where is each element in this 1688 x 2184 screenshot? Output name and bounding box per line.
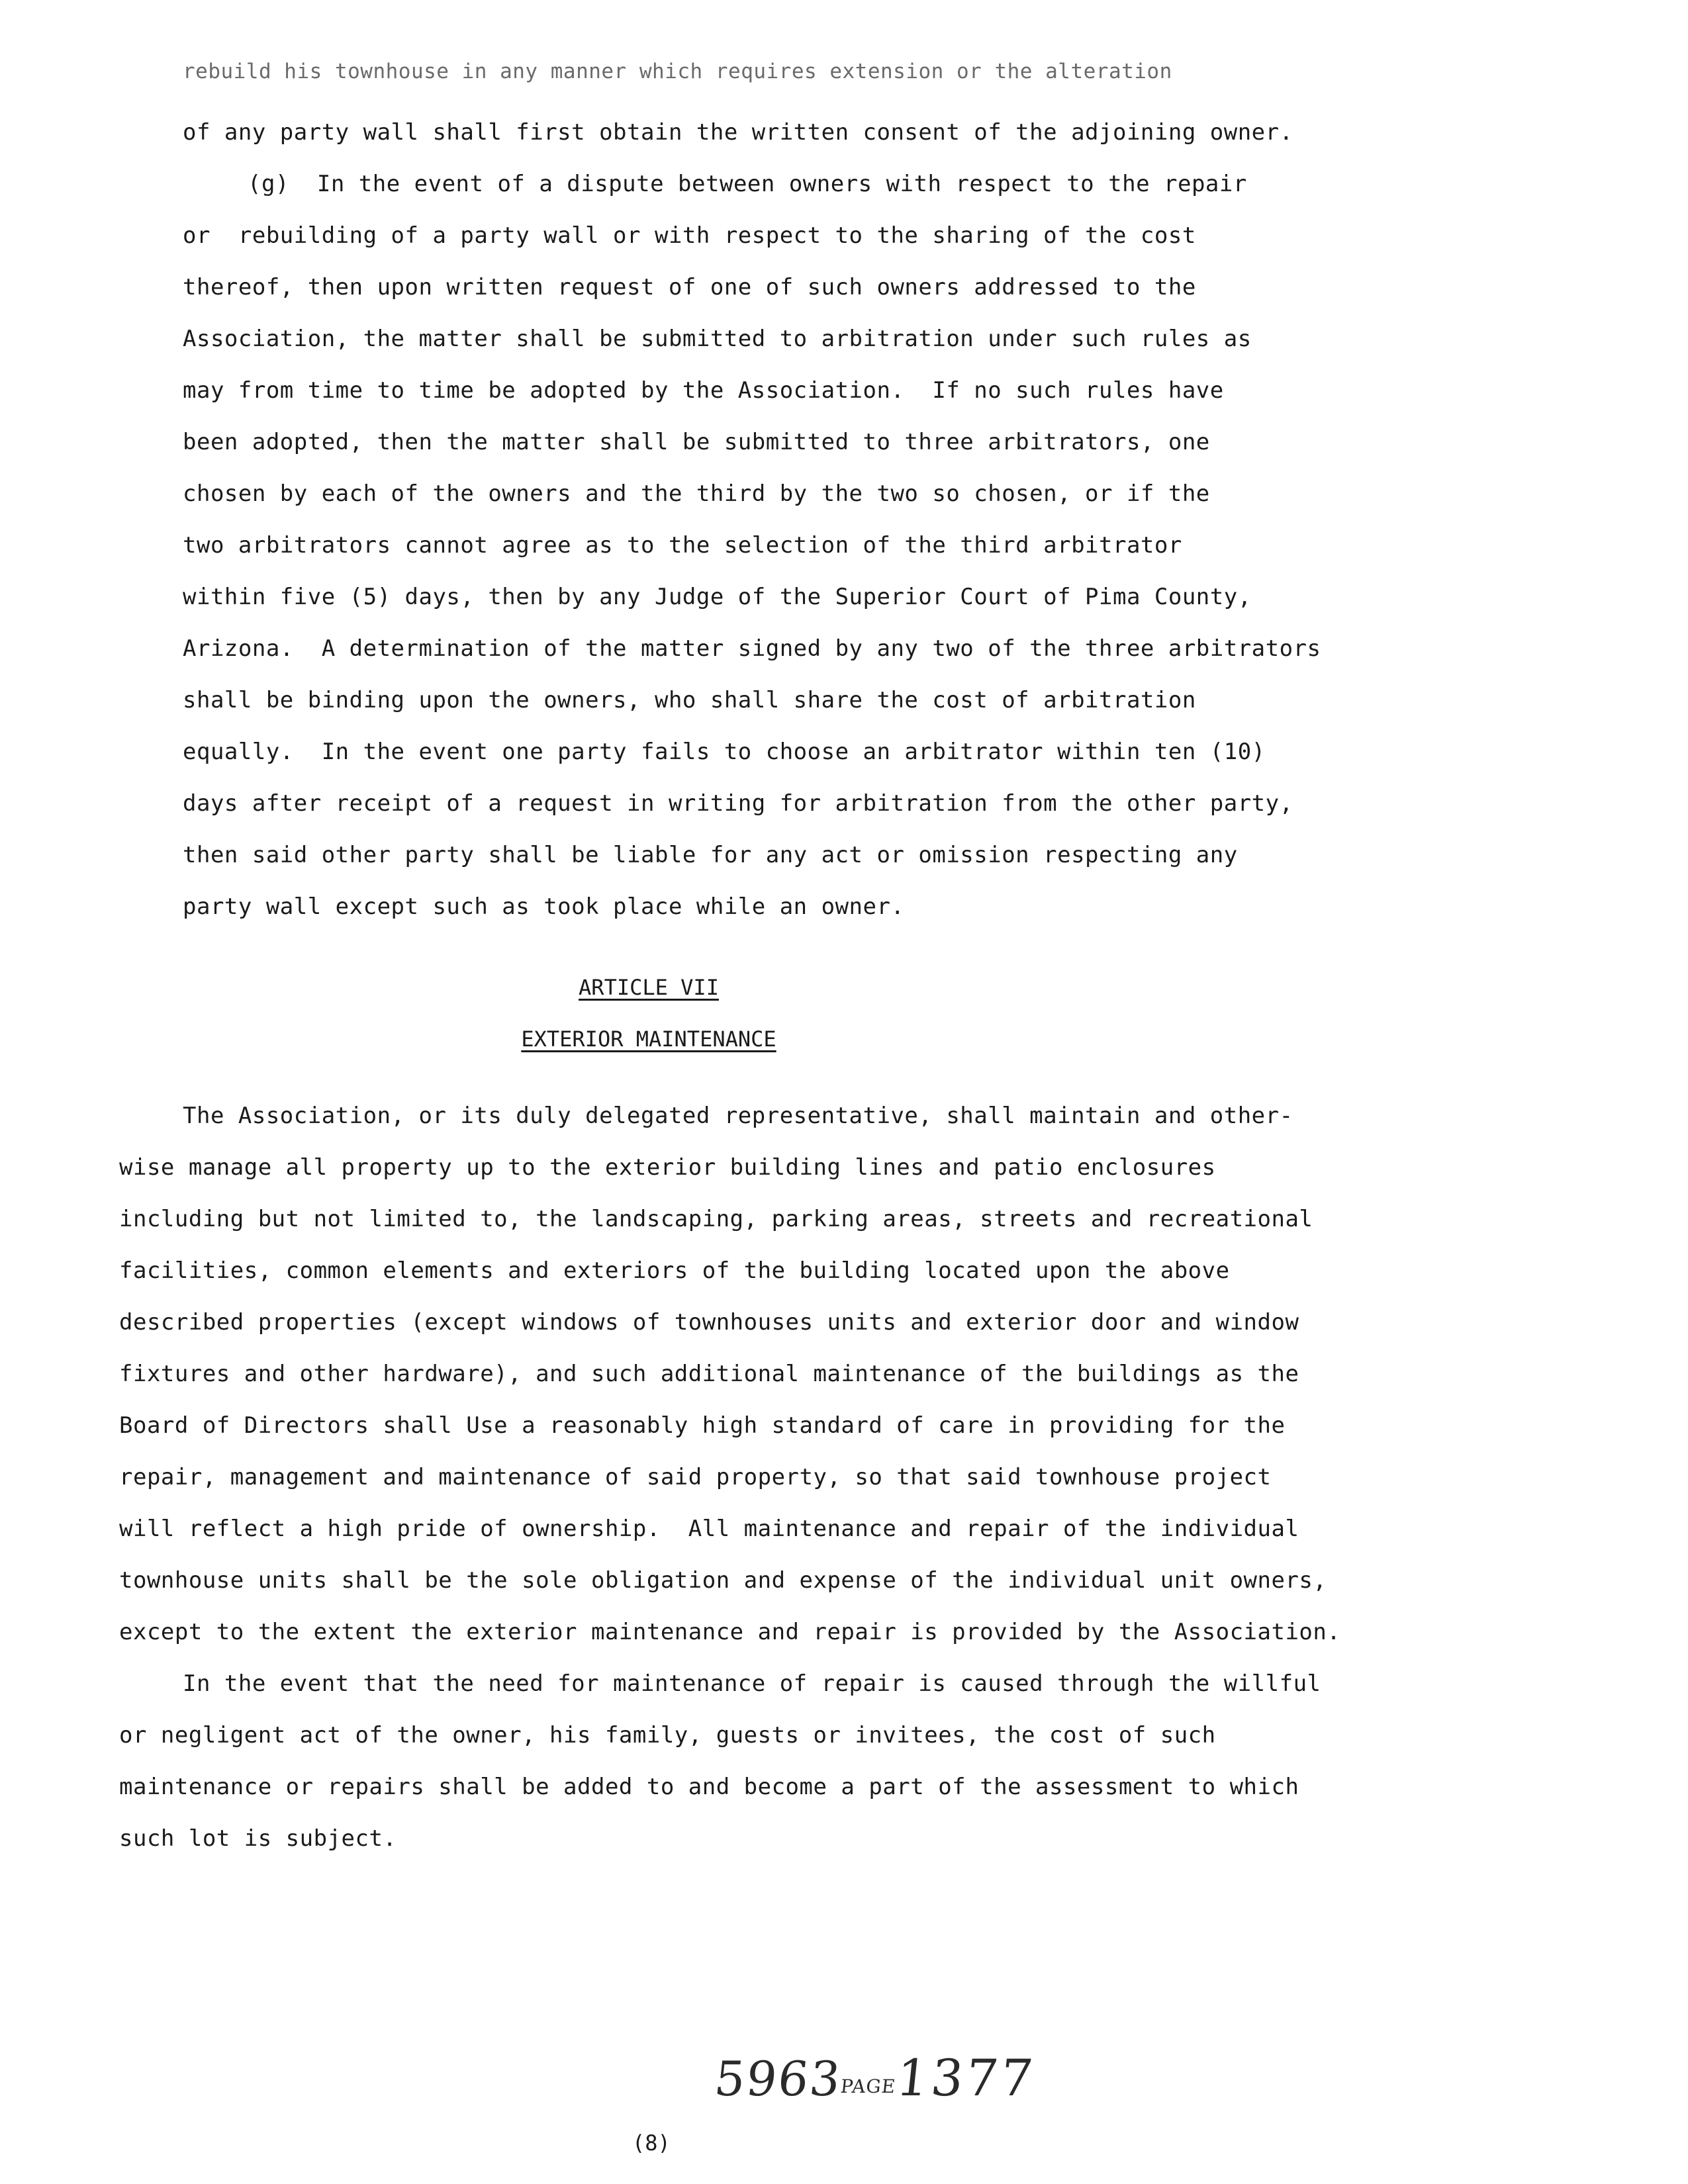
text-line: (g) In the event of a dispute between owners with respect to the repair bbox=[248, 171, 1247, 197]
text-line: except to the extent the exterior maintenance and repair is provided by the Association. bbox=[119, 1619, 1341, 1645]
text-line: party wall except such as took place while an owner. bbox=[183, 893, 905, 920]
text-line: shall be binding upon the owners, who shall share the cost of arbitration bbox=[183, 687, 1196, 713]
text-line: within five (5) days, then by any Judge of the Superior Court of Pima County, bbox=[183, 584, 1252, 610]
text-line: including but not limited to, the landscaping, parking areas, streets and recreational bbox=[119, 1206, 1313, 1232]
stamp-page-number: 1377 bbox=[893, 2048, 1039, 2107]
text-line: will reflect a high pride of ownership. All maintenance and repair of the individual bbox=[119, 1516, 1299, 1542]
stamp-page-label: PAGE bbox=[839, 2075, 897, 2097]
text-line: described properties (except windows of townhouses units and exterior door and window bbox=[119, 1309, 1299, 1336]
text-line: fixtures and other hardware), and such additional maintenance of the buildings as the bbox=[119, 1361, 1299, 1387]
text-line: townhouse units shall be the sole obligation and expense of the individual unit owners, bbox=[119, 1567, 1327, 1594]
text-line: maintenance or repairs shall be added to and become a part of the assessment to which bbox=[119, 1774, 1299, 1800]
text-line: Board of Directors shall Use a reasonably high standard of care in providing for the bbox=[119, 1412, 1286, 1439]
text-line: facilities, common elements and exteriors of the building located upon the above bbox=[119, 1257, 1230, 1284]
text-line: or negligent act of the owner, his family, guests or invitees, the cost of such bbox=[119, 1722, 1216, 1749]
text-line: In the event that the need for maintenance of repair is caused through the willful bbox=[183, 1670, 1321, 1697]
text-line: chosen by each of the owners and the third by the two so chosen, or if the bbox=[183, 480, 1210, 507]
text-line: days after receipt of a request in writing for arbitration from the other party, bbox=[183, 790, 1293, 817]
page-number: (8) bbox=[632, 2130, 671, 2156]
text-line: Association, the matter shall be submitted to arbitration under such rules as bbox=[183, 326, 1252, 352]
text-line: then said other party shall be liable for any act or omission respecting any bbox=[183, 842, 1238, 868]
recording-stamp bbox=[712, 2048, 1038, 2107]
text-line: may from time to time be adopted by the Association. If no such rules have bbox=[183, 377, 1224, 404]
text-line: such lot is subject. bbox=[119, 1825, 397, 1852]
text-line: of any party wall shall first obtain the written consent of the adjoining owner. bbox=[183, 119, 1293, 146]
text-line: wise manage all property up to the exterior building lines and patio enclosures bbox=[119, 1154, 1216, 1181]
article-number: ARTICLE VII bbox=[579, 975, 719, 1000]
text-line: or rebuilding of a party wall or with respect to the sharing of the cost bbox=[183, 222, 1196, 249]
text-line: repair, management and maintenance of said property, so that said townhouse project bbox=[119, 1464, 1272, 1490]
stamp-book-number: 5963 bbox=[712, 2051, 845, 2107]
text-line: rebuild his townhouse in any manner which requires extension or the alteration bbox=[183, 60, 1172, 83]
text-line: thereof, then upon written request of one of such owners addressed to the bbox=[183, 274, 1196, 300]
text-line: Arizona. A determination of the matter signed by any two of the three arbitrators bbox=[183, 635, 1321, 662]
text-line: The Association, or its duly delegated representative, shall maintain and other- bbox=[183, 1103, 1293, 1129]
article-title: EXTERIOR MAINTENANCE bbox=[521, 1026, 776, 1052]
text-line: two arbitrators cannot agree as to the selection of the third arbitrator bbox=[183, 532, 1182, 559]
text-line: equally. In the event one party fails to choose an arbitrator within ten (10) bbox=[183, 739, 1266, 765]
text-line: been adopted, then the matter shall be submitted to three arbitrators, one bbox=[183, 429, 1210, 455]
